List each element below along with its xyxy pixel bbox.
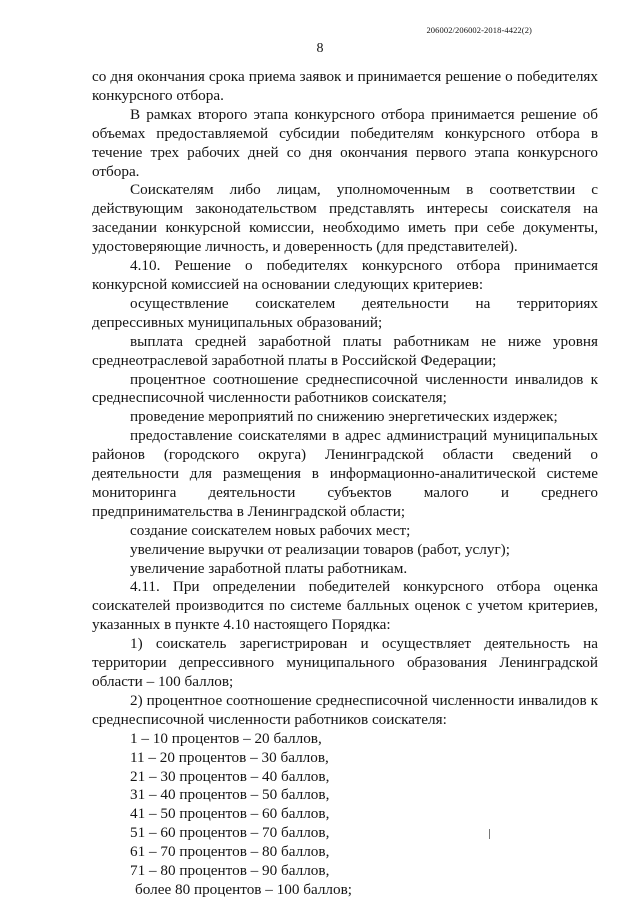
criterion-energy-costs: проведение мероприятий по снижению энергетических издержек;	[130, 408, 558, 426]
score-range-line: 21 – 30 процентов – 40 баллов,	[130, 767, 330, 785]
paragraph-4-10: 4.10. Решение о победителях конкурсного отбора принимается конкурсной комиссией на основании следующих критериев:	[92, 257, 598, 293]
page-number: 8	[316, 41, 324, 56]
criterion-average-salary: выплата средней заработной платы работникам не ниже уровня среднеотраслевой заработной платы в Российской Федерации;	[92, 332, 598, 369]
document-id: 206002/206002-2018-4422(2)	[426, 25, 532, 35]
criterion-disabled-ratio: процентное соотношение среднесписочной численности инвалидов к среднесписочной численности работников соискателя;	[92, 370, 598, 407]
criterion-new-jobs: создание соискателем новых рабочих мест;	[130, 521, 411, 539]
score-range-line: 71 – 80 процентов – 90 баллов,	[130, 862, 330, 880]
score-range-line: 31 – 40 процентов – 50 баллов,	[130, 786, 330, 804]
criterion-depressed-territory: осуществление соискателем деятельности на территориях депрессивных муниципальных образований;	[92, 294, 598, 331]
criterion-revenue-growth: увеличение выручки от реализации товаров (работ, услуг);	[130, 540, 510, 558]
score-range-line: 51 – 60 процентов – 70 баллов,	[130, 824, 330, 842]
score-item-territory: 1) соискатель зарегистрирован и осуществляет деятельность на территории депрессивного муниципального образования Ленинградской области – 100 баллов;	[92, 635, 598, 690]
criterion-information-submission: предоставление соискателями в адрес администраций муниципальных районов (городского округа) Ленинградской области сведений о деятельности для размещения в информационно-аналитической системе мониторинга деятельности субъектов малого и среднего предпринимательства в Ленинградской области;	[92, 427, 598, 520]
paragraph-second-stage: В рамках второго этапа конкурсного отбора принимается решение об объемах предоставляемой субсидии победителям конкурсного отбора в течение трех рабочих дней со дня окончания первого этапа конкурсного отбора.	[92, 105, 598, 180]
criterion-salary-growth: увеличение заработной платы работникам.	[130, 559, 408, 577]
paragraph-applicant-documents: Соискателям либо лицам, уполномоченным в соответствии с действующим законодательством представлять интересы соискателя на заседании конкурсной комиссии, необходимо иметь при себе документы, удостоверяющие личность, и доверенность (для представителей).	[92, 181, 598, 256]
score-range-line: 41 – 50 процентов – 60 баллов,	[130, 805, 330, 823]
paragraph-deadline-decision: со дня окончания срока приема заявок и принимается решение о победителях конкурсного отбора.	[92, 68, 598, 104]
score-range-line: 1 – 10 процентов – 20 баллов,	[130, 729, 322, 747]
paragraph-4-11: 4.11. При определении победителей конкурсного отбора оценка соискателей производится по системе балльных оценок с учетом критериев, указанных в пункте 4.10 настоящего Порядка:	[92, 578, 598, 634]
score-range-line: более 80 процентов – 100 баллов;	[135, 880, 352, 898]
score-item-disabled-ratio: 2) процентное соотношение среднесписочной численности инвалидов к среднесписочной численности работников соискателя:	[92, 691, 598, 728]
document-body	[92, 68, 598, 900]
scan-mark	[489, 829, 490, 839]
score-range-line: 11 – 20 процентов – 30 баллов,	[130, 748, 329, 766]
score-range-line: 61 – 70 процентов – 80 баллов,	[130, 843, 330, 861]
